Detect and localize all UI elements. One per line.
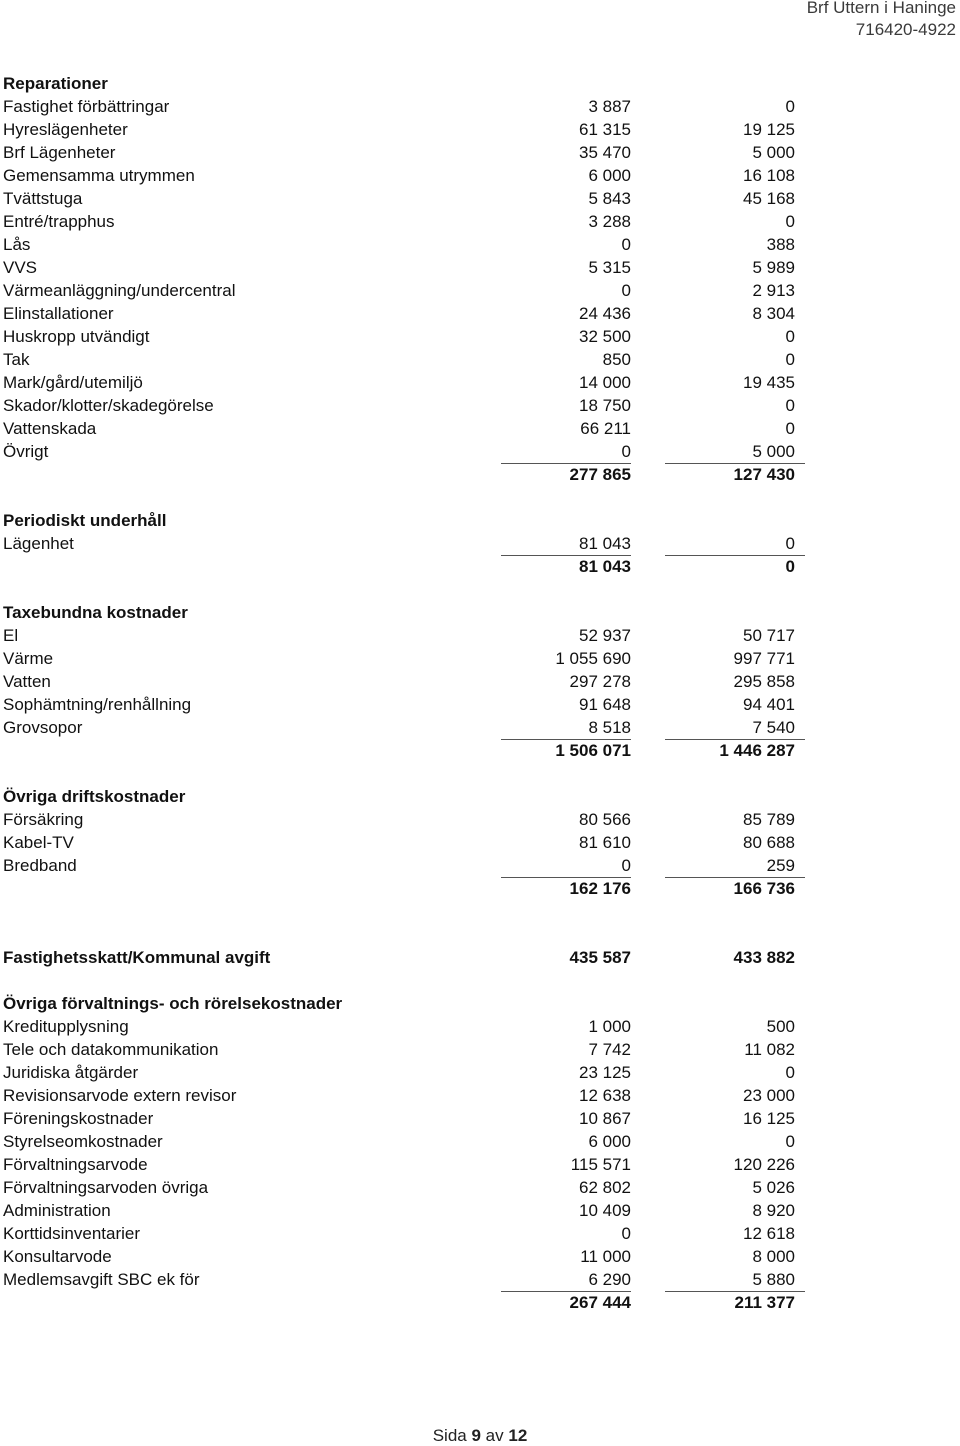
- value-current-year: 297 278: [569, 672, 631, 691]
- value-current-year: 91 648: [579, 695, 631, 714]
- value-current-year: 5 315: [588, 258, 631, 277]
- row-label: Medlemsavgift SBC ek för: [3, 1270, 200, 1289]
- value-current-year: 3 288: [588, 212, 631, 231]
- value-current-year: 14 000: [579, 373, 631, 392]
- table-row: [3, 279, 803, 302]
- table-row: [3, 302, 803, 325]
- value-previous-year: 50 717: [743, 626, 795, 645]
- value-current-year: 80 566: [579, 810, 631, 829]
- value-previous-year: 7 540: [752, 718, 795, 737]
- value-previous-year: 0: [785, 396, 795, 415]
- ovriga-forvaltning-total-row: [3, 1291, 803, 1314]
- periodiskt-total-row: [3, 555, 803, 578]
- value-current-year: 1 055 690: [555, 649, 631, 668]
- row-label: Försäkring: [3, 810, 84, 829]
- value-previous-year: 0: [785, 419, 795, 438]
- page-label: Sida: [432, 1426, 467, 1445]
- row-label: Vattenskada: [3, 419, 97, 438]
- section-title: Övriga förvaltnings- och rörelsekostnader: [3, 994, 343, 1013]
- row-label: Tvättstuga: [3, 189, 83, 208]
- section-title: Övriga driftskostnader: [3, 787, 186, 806]
- value-current-year: 81 610: [579, 833, 631, 852]
- table-row: [3, 210, 803, 233]
- row-label: VVS: [3, 258, 38, 277]
- value-current-year: 32 500: [579, 327, 631, 346]
- table-row: [3, 141, 803, 164]
- value-current-year: 0: [621, 1224, 631, 1243]
- row-label: Styrelseomkostnader: [3, 1132, 163, 1151]
- table-row: [3, 624, 803, 647]
- value-previous-year: 8 920: [752, 1201, 795, 1220]
- row-label: Huskropp utvändigt: [3, 327, 150, 346]
- value-previous-year: 12 618: [743, 1224, 795, 1243]
- value-current-year: 6 000: [588, 1132, 631, 1151]
- value-previous-year: 0: [785, 1063, 795, 1082]
- ovriga-forvaltning-rows: [3, 1015, 803, 1291]
- value-previous-year: 8 000: [752, 1247, 795, 1266]
- table-row: [3, 164, 803, 187]
- row-label: Entré/trapphus: [3, 212, 115, 231]
- row-label: Administration: [3, 1201, 111, 1220]
- page-footer: [0, 1426, 960, 1446]
- table-row: [3, 1038, 803, 1061]
- row-label: Sophämtning/renhållning: [3, 695, 192, 714]
- row-label: Förvaltningsarvode: [3, 1155, 148, 1174]
- organization-number: 716420-4922: [855, 20, 956, 39]
- row-label: Vatten: [3, 672, 51, 691]
- table-row: [3, 371, 803, 394]
- value-previous-year: 120 226: [733, 1155, 795, 1174]
- page-separator: av: [485, 1426, 504, 1445]
- value-previous-year: 85 789: [743, 810, 795, 829]
- value-current-year: 0: [621, 856, 631, 875]
- total-current-year: 1 506 071: [555, 741, 631, 760]
- table-row: [3, 693, 803, 716]
- value-current-year: 0: [621, 442, 631, 461]
- value-previous-year: 0: [785, 534, 795, 553]
- table-row: [3, 348, 803, 371]
- value-previous-year: 0: [785, 97, 795, 116]
- section-heading-reparationer: [3, 72, 803, 95]
- table-row: [3, 532, 803, 555]
- section-heading-taxebundna-kostnader: [3, 601, 803, 624]
- table-row: [3, 1015, 803, 1038]
- value-previous-year: 997 771: [733, 649, 795, 668]
- reparationer-rows: [3, 95, 803, 463]
- table-row: [3, 854, 803, 877]
- value-previous-year: 16 108: [743, 166, 795, 185]
- value-previous-year: 500: [766, 1017, 795, 1036]
- value-current-year: 3 887: [588, 97, 631, 116]
- reparationer-total-row: [3, 463, 803, 486]
- section-heading-ovriga-forvaltningskostnader: [3, 992, 803, 1015]
- row-label: El: [3, 626, 19, 645]
- table-row: [3, 808, 803, 831]
- value-previous-year: 80 688: [743, 833, 795, 852]
- table-row: [3, 1084, 803, 1107]
- row-label: Revisionsarvode extern revisor: [3, 1086, 237, 1105]
- total-current-year: 267 444: [569, 1293, 631, 1312]
- value-current-year: 8 518: [588, 718, 631, 737]
- table-row: [3, 440, 803, 463]
- table-row: [3, 647, 803, 670]
- row-label: Skador/klotter/skadegörelse: [3, 396, 214, 415]
- row-label: Elinstallationer: [3, 304, 114, 323]
- row-label: Korttidsinventarier: [3, 1224, 141, 1243]
- ovriga-drift-rows: [3, 808, 803, 877]
- row-label: Juridiska åtgärder: [3, 1063, 139, 1082]
- total-previous-year: 211 377: [734, 1293, 795, 1312]
- value-current-year: 10 409: [579, 1201, 631, 1220]
- row-label: Värmeanläggning/undercentral: [3, 281, 236, 300]
- row-label: Tele och datakommunikation: [3, 1040, 219, 1059]
- value-previous-year: 19 435: [743, 373, 795, 392]
- value-previous-year: 388: [766, 235, 795, 254]
- value-current-year: 5 843: [588, 189, 631, 208]
- ovriga-drift-total-row: [3, 877, 803, 900]
- page-number: 9: [471, 1426, 481, 1445]
- section-heading-ovriga-driftskostnader: [3, 785, 803, 808]
- value-current-year: 850: [602, 350, 631, 369]
- row-label: Värme: [3, 649, 54, 668]
- value-current-year: 115 571: [570, 1155, 631, 1174]
- value-current-year: 6 000: [588, 166, 631, 185]
- value-previous-year: 0: [785, 1132, 795, 1151]
- fastighetsskatt-row: [3, 946, 803, 969]
- row-label: Tak: [3, 350, 30, 369]
- total-previous-year: 1 446 287: [719, 741, 795, 760]
- table-row: [3, 1130, 803, 1153]
- value-current-year: 35 470: [579, 143, 631, 162]
- value-current-year: 12 638: [579, 1086, 631, 1105]
- total-current-year: 162 176: [569, 879, 631, 898]
- value-previous-year: 2 913: [752, 281, 795, 300]
- value-current-year: 1 000: [588, 1017, 631, 1036]
- table-row: [3, 831, 803, 854]
- table-row: [3, 233, 803, 256]
- value-current-year: 18 750: [579, 396, 631, 415]
- row-label: Brf Lägenheter: [3, 143, 116, 162]
- table-row: [3, 325, 803, 348]
- table-row: [3, 1107, 803, 1130]
- value-previous-year: 8 304: [752, 304, 795, 323]
- value-previous-year: 5 000: [752, 442, 795, 461]
- section-title: Periodiskt underhåll: [3, 511, 167, 530]
- table-row: [3, 670, 803, 693]
- value-current-year: 11 000: [580, 1247, 631, 1266]
- value-previous-year: 94 401: [743, 695, 795, 714]
- value-current-year: 81 043: [579, 534, 631, 553]
- value-previous-year: 259: [766, 856, 795, 875]
- total-current-year: 81 043: [579, 557, 631, 576]
- value-current-year: 0: [621, 281, 631, 300]
- value-previous-year: 5 880: [752, 1270, 795, 1289]
- row-label: Grovsopor: [3, 718, 83, 737]
- table-row: [3, 1222, 803, 1245]
- table-row: [3, 1199, 803, 1222]
- row-label: Lägenhet: [3, 534, 74, 553]
- taxebundna-rows: [3, 624, 803, 739]
- value-previous-year: 5 989: [752, 258, 795, 277]
- row-label: Lås: [3, 235, 31, 254]
- table-row: [3, 1268, 803, 1291]
- cost-report: [3, 72, 803, 1314]
- value-previous-year: 19 125: [743, 120, 795, 139]
- value-current-year: 10 867: [579, 1109, 631, 1128]
- row-label: Förvaltningsarvoden övriga: [3, 1178, 209, 1197]
- value-previous-year: 5 026: [752, 1178, 795, 1197]
- value-current-year: 0: [621, 235, 631, 254]
- row-label: Mark/gård/utemiljö: [3, 373, 143, 392]
- total-previous-year: 0: [785, 557, 795, 576]
- table-row: [3, 716, 803, 739]
- row-label: Kreditupplysning: [3, 1017, 129, 1036]
- value-previous-year: 5 000: [752, 143, 795, 162]
- row-label: Kabel-TV: [3, 833, 74, 852]
- row-label: Övrigt: [3, 442, 49, 461]
- section-heading-periodiskt-underhall: [3, 509, 803, 532]
- value-current-year: 435 587: [569, 948, 631, 967]
- row-label: Gemensamma utrymmen: [3, 166, 195, 185]
- row-label: Fastighet förbättringar: [3, 97, 170, 116]
- value-current-year: 6 290: [588, 1270, 631, 1289]
- organization-name: Brf Uttern i Haninge: [806, 0, 956, 17]
- table-row: [3, 118, 803, 141]
- taxebundna-total-row: [3, 739, 803, 762]
- table-row: [3, 1245, 803, 1268]
- value-previous-year: 0: [785, 212, 795, 231]
- value-previous-year: 433 882: [733, 948, 795, 967]
- value-current-year: 24 436: [579, 304, 631, 323]
- table-row: [3, 417, 803, 440]
- value-current-year: 52 937: [579, 626, 631, 645]
- value-previous-year: 11 082: [744, 1040, 795, 1059]
- row-label: Föreningskostnader: [3, 1109, 154, 1128]
- value-current-year: 66 211: [580, 419, 631, 438]
- value-current-year: 61 315: [579, 120, 631, 139]
- table-row: [3, 1176, 803, 1199]
- table-row: [3, 1153, 803, 1176]
- total-current-year: 277 865: [569, 465, 631, 484]
- table-row: [3, 95, 803, 118]
- value-previous-year: 45 168: [743, 189, 795, 208]
- section-title: Taxebundna kostnader: [3, 603, 188, 622]
- row-label: Bredband: [3, 856, 77, 875]
- row-label: Konsultarvode: [3, 1247, 112, 1266]
- value-current-year: 62 802: [579, 1178, 631, 1197]
- row-label: Hyreslägenheter: [3, 120, 128, 139]
- table-row: [3, 394, 803, 417]
- section-title: Reparationer: [3, 74, 108, 93]
- value-previous-year: 295 858: [733, 672, 795, 691]
- table-row: [3, 1061, 803, 1084]
- total-previous-year: 166 736: [733, 879, 795, 898]
- table-row: [3, 256, 803, 279]
- value-current-year: 23 125: [579, 1063, 631, 1082]
- page-count: 12: [508, 1426, 528, 1445]
- value-previous-year: 16 125: [743, 1109, 795, 1128]
- total-previous-year: 127 430: [733, 465, 795, 484]
- table-row: [3, 187, 803, 210]
- value-previous-year: 0: [785, 327, 795, 346]
- value-current-year: 7 742: [588, 1040, 631, 1059]
- value-previous-year: 0: [785, 350, 795, 369]
- section-title: Fastighetsskatt/Kommunal avgift: [3, 948, 271, 967]
- periodiskt-rows: [3, 532, 803, 555]
- value-previous-year: 23 000: [743, 1086, 795, 1105]
